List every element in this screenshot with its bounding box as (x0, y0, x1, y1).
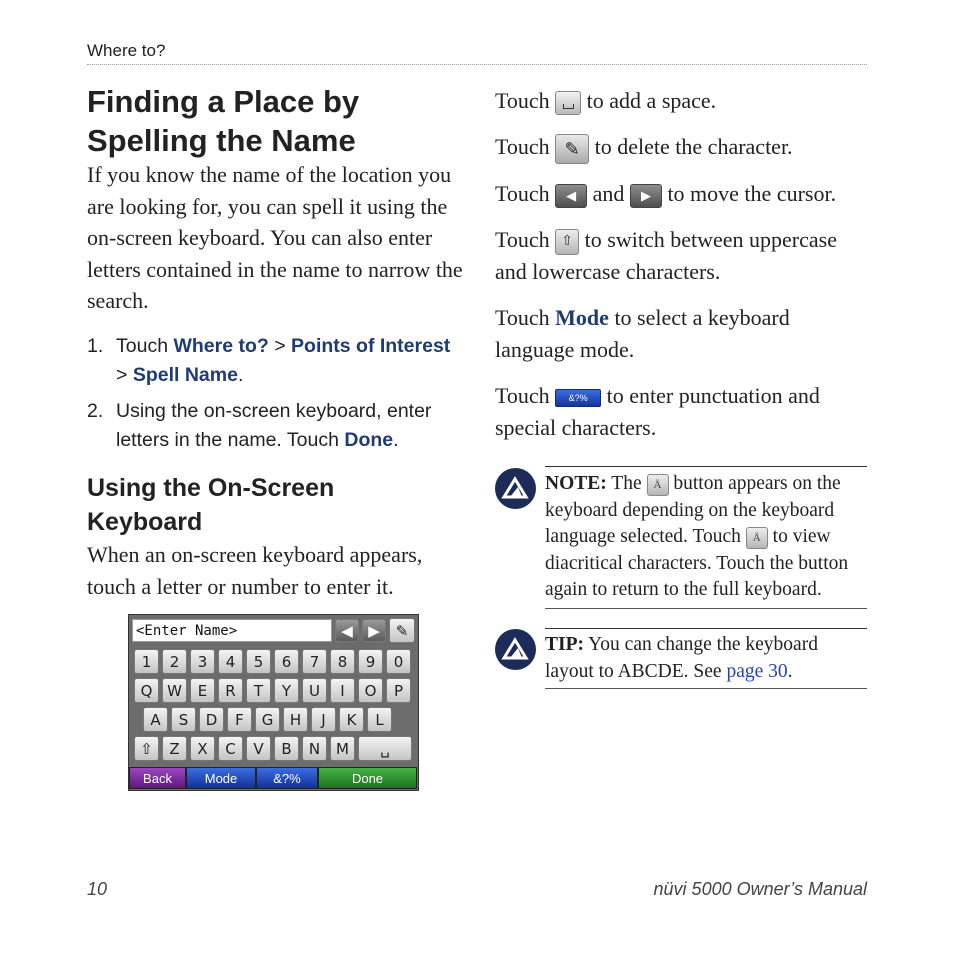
touch-word: Touch (495, 88, 550, 113)
key[interactable]: H (283, 707, 308, 732)
done-button[interactable]: Done (318, 767, 417, 789)
space-key[interactable]: ␣ (358, 736, 412, 761)
mode-instruction (495, 302, 867, 365)
key[interactable]: T (246, 678, 271, 703)
separator: > (268, 335, 292, 357)
done-link[interactable]: Done (344, 429, 394, 451)
page-title: Finding a Place by Spelling the Name (87, 84, 360, 158)
tip-part: You can change the keyboard layout to ABCDE. See (545, 634, 818, 682)
key[interactable]: L (367, 707, 392, 732)
tip-label: TIP: (545, 634, 584, 655)
where-to-link[interactable]: Where to? (173, 335, 269, 357)
key[interactable]: D (199, 707, 224, 732)
key[interactable]: 7 (302, 649, 327, 674)
key[interactable]: 8 (330, 649, 355, 674)
space-text: to add a space. (586, 88, 717, 113)
key[interactable]: S (171, 707, 196, 732)
running-header: Where to? (87, 41, 166, 60)
back-button[interactable]: Back (129, 767, 186, 789)
eraser-icon[interactable]: ✎ (389, 618, 415, 643)
symbols-instruction (495, 380, 867, 443)
key[interactable]: A (143, 707, 168, 732)
shift-text: to switch between uppercase and lowercase characters. (495, 227, 837, 284)
left-arrow-icon: ◀ (555, 184, 587, 208)
keyboard-paragraph: When an on-screen keyboard appears, touch a letter or number to enter it. (87, 542, 423, 599)
tip-text (545, 632, 867, 685)
mode-text: to select a keyboard language mode. (495, 305, 790, 362)
spell-name-link[interactable]: Spell Name (132, 364, 238, 386)
mode-link[interactable]: Mode (555, 305, 609, 330)
note-part: The (611, 473, 642, 494)
touch-word: Touch (495, 383, 550, 408)
key[interactable]: V (246, 736, 271, 761)
header-divider (87, 64, 867, 65)
left-arrow-icon[interactable]: ◀ (335, 619, 359, 642)
shift-instruction (495, 224, 867, 287)
step-number: 1. (87, 335, 104, 357)
note-box (545, 466, 867, 609)
delete-instruction (495, 131, 867, 164)
note-part: to view diacritical characters. Touch the button again to return to the full keyboard. (545, 526, 849, 600)
step-1 (87, 332, 459, 390)
key[interactable]: 0 (386, 649, 411, 674)
name-input-field[interactable]: <Enter Name> (132, 619, 332, 642)
tip-end: . (787, 660, 793, 682)
key[interactable]: 1 (134, 649, 159, 674)
delete-text: to delete the character. (594, 134, 793, 159)
cursor-text: to move the cursor. (667, 181, 837, 206)
key[interactable]: 5 (246, 649, 271, 674)
cursor-instruction (495, 178, 867, 210)
tip-mountain-icon (495, 629, 536, 670)
step-text: Touch (116, 335, 174, 357)
steps-list (87, 332, 459, 455)
page-number: 10 (87, 879, 108, 899)
note-label: NOTE: (545, 473, 607, 494)
page-30-link[interactable]: page 30 (726, 660, 788, 682)
key[interactable]: 6 (274, 649, 299, 674)
key[interactable]: Q (134, 678, 159, 703)
key[interactable]: W (162, 678, 187, 703)
separator: > (116, 364, 133, 386)
key[interactable]: P (386, 678, 411, 703)
key[interactable]: E (190, 678, 215, 703)
key[interactable]: X (190, 736, 215, 761)
touch-word: Touch (495, 305, 550, 330)
key[interactable]: I (330, 678, 355, 703)
key[interactable]: R (218, 678, 243, 703)
key[interactable]: Y (274, 678, 299, 703)
key[interactable]: 4 (218, 649, 243, 674)
key[interactable]: B (274, 736, 299, 761)
tip-box (545, 628, 867, 689)
key[interactable]: N (302, 736, 327, 761)
key[interactable]: 9 (358, 649, 383, 674)
mode-button[interactable]: Mode (186, 767, 256, 789)
step-2 (87, 397, 459, 455)
right-arrow-icon: ▶ (630, 184, 662, 208)
eraser-icon: ✎ (555, 134, 589, 164)
key[interactable]: J (311, 707, 336, 732)
step-end: . (393, 429, 399, 451)
touch-word: Touch (495, 181, 550, 206)
step-text: Using the on-screen keyboard, enter letters in the name. Touch (116, 400, 432, 451)
touch-word: Touch (495, 134, 550, 159)
keyboard-screenshot (128, 614, 419, 791)
note-mountain-icon (495, 468, 536, 509)
note-part: button appears on the keyboard depending on the keyboard language selected. Touch (545, 473, 841, 547)
section-heading: Using the On-Screen Keyboard (87, 474, 335, 536)
space-instruction (495, 85, 867, 117)
intro-paragraph: If you know the name of the location you are looking for, you can spell it using the on-screen keyboard. You can also enter letters contained in the name to narrow the search. (87, 162, 463, 313)
key[interactable]: M (330, 736, 355, 761)
manual-title: nüvi 5000 Owner’s Manual (653, 879, 867, 899)
key[interactable]: 2 (162, 649, 187, 674)
step-end: . (237, 364, 244, 386)
shift-key[interactable]: ⇧ (134, 736, 159, 761)
space-key-icon (555, 91, 581, 115)
touch-word: Touch (495, 227, 550, 252)
key[interactable]: K (339, 707, 364, 732)
symbols-text: to enter punctuation and special characters. (495, 383, 820, 440)
key[interactable]: U (302, 678, 327, 703)
key[interactable]: 3 (190, 649, 215, 674)
symbols-button[interactable]: &?% (256, 767, 318, 789)
key[interactable]: F (227, 707, 252, 732)
key[interactable]: C (218, 736, 243, 761)
right-arrow-icon[interactable]: ▶ (362, 619, 386, 642)
step-number: 2. (87, 400, 104, 422)
diacritic-key-icon: Ä (746, 527, 768, 549)
diacritic-key-icon: Ä (647, 474, 669, 496)
key[interactable]: Z (162, 736, 187, 761)
note-text (545, 471, 867, 604)
shift-icon: ⇧ (555, 229, 579, 255)
key[interactable]: G (255, 707, 280, 732)
and-word: and (592, 181, 625, 206)
key[interactable]: O (358, 678, 383, 703)
points-of-interest-link[interactable]: Points of Interest (291, 335, 451, 357)
symbols-key-icon: &?% (555, 389, 601, 407)
